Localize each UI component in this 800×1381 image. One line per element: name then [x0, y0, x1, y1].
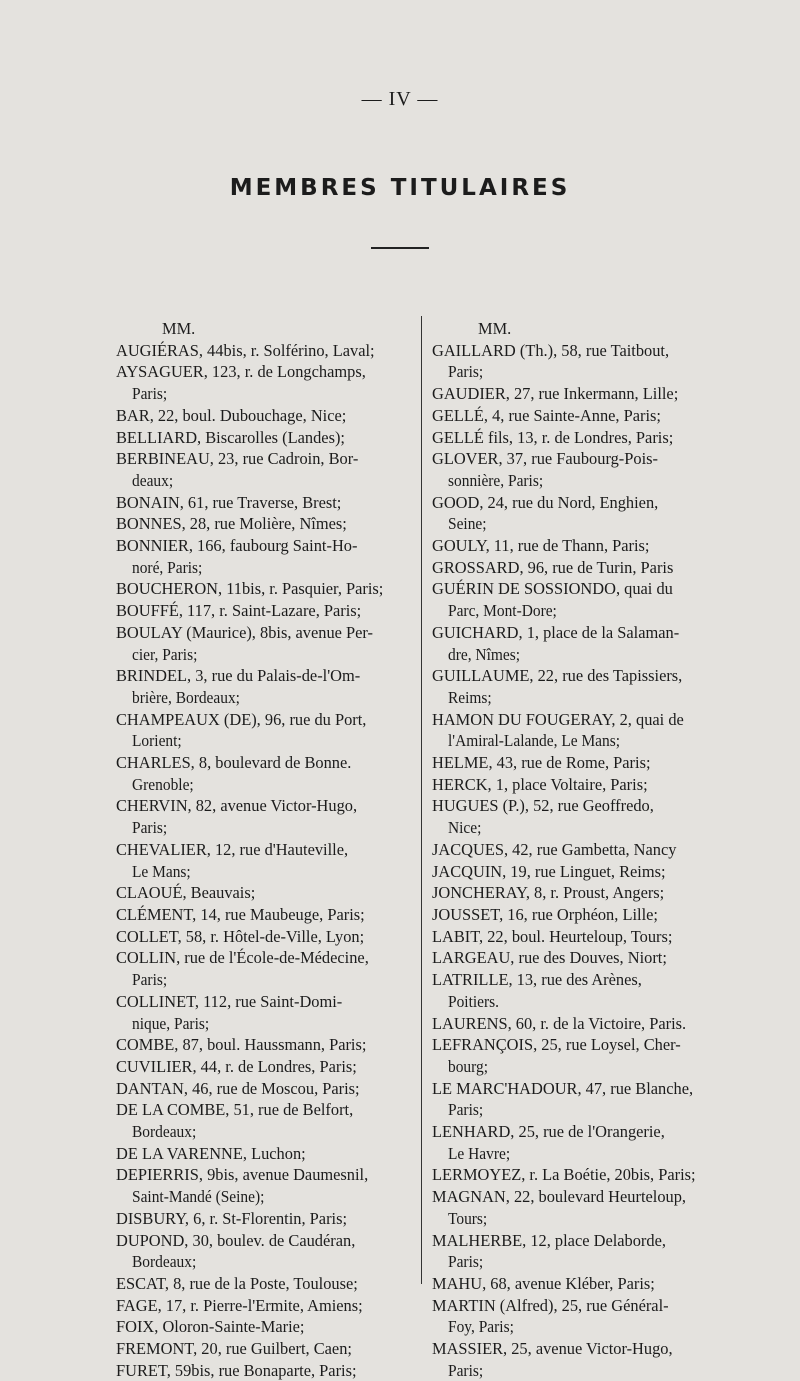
left-column-list: [116, 340, 406, 1381]
left-column-heading: MM.: [162, 319, 196, 338]
member-entry-line: cier, Paris;: [132, 644, 198, 664]
member-entry-line: JACQUES, 42, rue Gambetta, Nancy: [432, 839, 677, 859]
title-rule: [371, 247, 429, 249]
member-entry-line: CHAMPEAUX (DE), 96, rue du Port,: [116, 709, 367, 729]
member-entry-line: CLAOUÉ, Beauvais;: [116, 883, 256, 903]
member-entry-line: COMBE, 87, boul. Haussmann, Paris;: [116, 1035, 367, 1055]
right-column-heading: MM.: [478, 319, 512, 338]
member-entry-line: CUVILIER, 44, r. de Londres, Paris;: [116, 1056, 357, 1076]
member-entry-line: GLOVER, 37, rue Faubourg-Pois-: [432, 449, 658, 469]
member-entry-line: Le Mans;: [132, 861, 191, 881]
member-entry-line: Le Havre;: [448, 1143, 511, 1163]
member-entry-line: GOOD, 24, rue du Nord, Enghien,: [432, 492, 659, 512]
member-entry-line: BONNIER, 166, faubourg Saint-Ho-: [116, 536, 358, 556]
member-entry-line: GAILLARD (Th.), 58, rue Taitbout,: [432, 340, 670, 360]
member-entry-line: HERCK, 1, place Voltaire, Paris;: [432, 774, 648, 794]
member-entry-line: GELLÉ fils, 13, r. de Londres, Paris;: [432, 427, 674, 447]
member-entry-line: AYSAGUER, 123, r. de Longchamps,: [116, 362, 366, 382]
member-entry-line: Foy, Paris;: [448, 1317, 514, 1337]
column-divider: [421, 316, 422, 1284]
member-entry-line: nique, Paris;: [132, 1013, 210, 1033]
member-entry-line: MAHU, 68, avenue Kléber, Paris;: [432, 1273, 655, 1293]
member-entry-line: JONCHERAY, 8, r. Proust, Angers;: [432, 883, 665, 903]
member-entry-line: Poitiers.: [448, 991, 500, 1011]
member-entry-line: COLLET, 58, r. Hôtel-de-Ville, Lyon;: [116, 926, 365, 946]
member-entry-line: Seine;: [448, 514, 487, 534]
member-entry-line: BOUCHERON, 11bis, r. Pasquier, Paris;: [116, 579, 384, 599]
page-number: — IV —: [361, 88, 439, 110]
member-entry-line: CHARLES, 8, boulevard de Bonne.: [116, 753, 352, 773]
right-column-list: [432, 340, 722, 1381]
member-entry-line: Paris;: [132, 384, 168, 404]
member-entry-line: FOIX, Oloron-Sainte-Marie;: [116, 1317, 305, 1337]
right-column: [432, 318, 722, 1381]
member-entry-line: DISBURY, 6, r. St-Florentin, Paris;: [116, 1208, 348, 1228]
member-entry-line: LATRILLE, 13, rue des Arènes,: [432, 970, 642, 990]
member-entry-line: CHERVIN, 82, avenue Victor-Hugo,: [116, 796, 358, 816]
member-entry-line: DE LA COMBE, 51, rue de Belfort,: [116, 1100, 354, 1120]
member-entry-line: Nice;: [448, 818, 482, 838]
member-entry-line: LEFRANÇOIS, 25, rue Loysel, Cher-: [432, 1035, 681, 1055]
member-entry-line: Tours;: [448, 1208, 488, 1228]
member-entry-line: MARTIN (Alfred), 25, rue Général-: [432, 1295, 669, 1315]
member-entry-line: BONAIN, 61, rue Traverse, Brest;: [116, 492, 342, 512]
member-entry-line: DUPOND, 30, boulev. de Caudéran,: [116, 1230, 356, 1250]
member-entry-line: noré, Paris;: [132, 557, 203, 577]
member-entry-line: BRINDEL, 3, rue du Palais-de-l'Om-: [116, 666, 361, 686]
member-entry-line: BAR, 22, boul. Dubouchage, Nice;: [116, 405, 347, 425]
member-entry-line: BERBINEAU, 23, rue Cadroin, Bor-: [116, 449, 359, 469]
member-entry-line: l'Amiral-Lalande, Le Mans;: [448, 731, 621, 751]
member-entry-line: FURET, 59bis, rue Bonaparte, Paris;: [116, 1360, 357, 1380]
member-entry-line: GUÉRIN DE SOSSIONDO, quai du: [432, 579, 673, 599]
member-entry-line: MAGNAN, 22, boulevard Heurteloup,: [432, 1187, 687, 1207]
member-entry-line: BONNES, 28, rue Molière, Nîmes;: [116, 514, 347, 534]
member-entry-line: MASSIER, 25, avenue Victor-Hugo,: [432, 1339, 673, 1359]
member-entry-line: Bordeaux;: [132, 1122, 197, 1142]
member-entry-line: GAUDIER, 27, rue Inkermann, Lille;: [432, 384, 679, 404]
member-entry-line: Lorient;: [132, 731, 182, 751]
member-entry-line: HAMON DU FOUGERAY, 2, quai de: [432, 709, 684, 729]
member-entry-line: CLÉMENT, 14, rue Maubeuge, Paris;: [116, 904, 365, 924]
member-entry-line: GUICHARD, 1, place de la Salaman-: [432, 622, 680, 642]
member-entry-line: GELLÉ, 4, rue Sainte-Anne, Paris;: [432, 405, 661, 425]
member-entry-line: BELLIARD, Biscarolles (Landes);: [116, 427, 345, 447]
member-entry-line: JOUSSET, 16, rue Orphéon, Lille;: [432, 904, 658, 924]
member-entry-line: Grenoble;: [132, 774, 194, 794]
member-entry-line: DEPIERRIS, 9bis, avenue Daumesnil,: [116, 1165, 369, 1185]
member-entry-line: FAGE, 17, r. Pierre-l'Ermite, Amiens;: [116, 1295, 363, 1315]
member-entry-line: ESCAT, 8, rue de la Poste, Toulouse;: [116, 1273, 358, 1293]
member-entry-line: DE LA VARENNE, Luchon;: [116, 1143, 306, 1163]
member-entry-line: LENHARD, 25, rue de l'Orangerie,: [432, 1122, 665, 1142]
member-entry-line: Saint-Mandé (Seine);: [132, 1187, 265, 1207]
member-entry-line: HELME, 43, rue de Rome, Paris;: [432, 753, 651, 773]
member-entry-line: brière, Bordeaux;: [132, 687, 240, 707]
member-entry-line: GOULY, 11, rue de Thann, Paris;: [432, 536, 650, 556]
member-entry-line: GROSSARD, 96, rue de Turin, Paris: [432, 557, 674, 577]
member-entry-line: LE MARC'HADOUR, 47, rue Blanche,: [432, 1078, 694, 1098]
member-entry-line: Paris;: [448, 362, 484, 382]
member-entry-line: AUGIÉRAS, 44bis, r. Solférino, Laval;: [116, 340, 375, 360]
member-entry-line: Paris;: [132, 970, 168, 990]
member-entry-line: GUILLAUME, 22, rue des Tapissiers,: [432, 666, 683, 686]
member-entry-line: JACQUIN, 19, rue Linguet, Reims;: [432, 861, 666, 881]
member-entry-line: DANTAN, 46, rue de Moscou, Paris;: [116, 1078, 360, 1098]
member-entry-line: LAURENS, 60, r. de la Victoire, Paris.: [432, 1013, 687, 1033]
member-entry-line: LABIT, 22, boul. Heurteloup, Tours;: [432, 926, 673, 946]
member-entry-line: deaux;: [132, 470, 174, 490]
member-entry-line: dre, Nîmes;: [448, 644, 521, 664]
page-title: MEMBRES TITULAIRES: [229, 175, 571, 201]
member-entry-line: Paris;: [448, 1100, 484, 1120]
member-entry-line: Bordeaux;: [132, 1252, 197, 1272]
member-entry-line: FREMONT, 20, rue Guilbert, Caen;: [116, 1339, 352, 1359]
member-entry-line: sonnière, Paris;: [448, 470, 544, 490]
member-entry-line: Reims;: [448, 687, 492, 707]
member-entry-line: bourg;: [448, 1056, 489, 1076]
member-entry-line: BOUFFÉ, 117, r. Saint-Lazare, Paris;: [116, 601, 362, 621]
member-entry-line: BOULAY (Maurice), 8bis, avenue Per-: [116, 622, 373, 642]
member-entry-line: LERMOYEZ, r. La Boétie, 20bis, Paris;: [432, 1165, 696, 1185]
member-entry-line: COLLINET, 112, rue Saint-Domi-: [116, 991, 343, 1011]
member-entry-line: MALHERBE, 12, place Delaborde,: [432, 1230, 666, 1250]
member-entry-line: Paris;: [448, 1252, 484, 1272]
member-entry-line: LARGEAU, rue des Douves, Niort;: [432, 948, 667, 968]
left-column: [116, 318, 406, 1381]
member-entry-line: Paris;: [132, 818, 168, 838]
member-entry-line: HUGUES (P.), 52, rue Geoffredo,: [432, 796, 654, 816]
member-entry-line: Paris;: [448, 1360, 484, 1380]
member-entry-line: CHEVALIER, 12, rue d'Hauteville,: [116, 839, 349, 859]
member-entry-line: COLLIN, rue de l'École-de-Médecine,: [116, 948, 369, 968]
member-entry-line: Parc, Mont-Dore;: [448, 601, 557, 621]
